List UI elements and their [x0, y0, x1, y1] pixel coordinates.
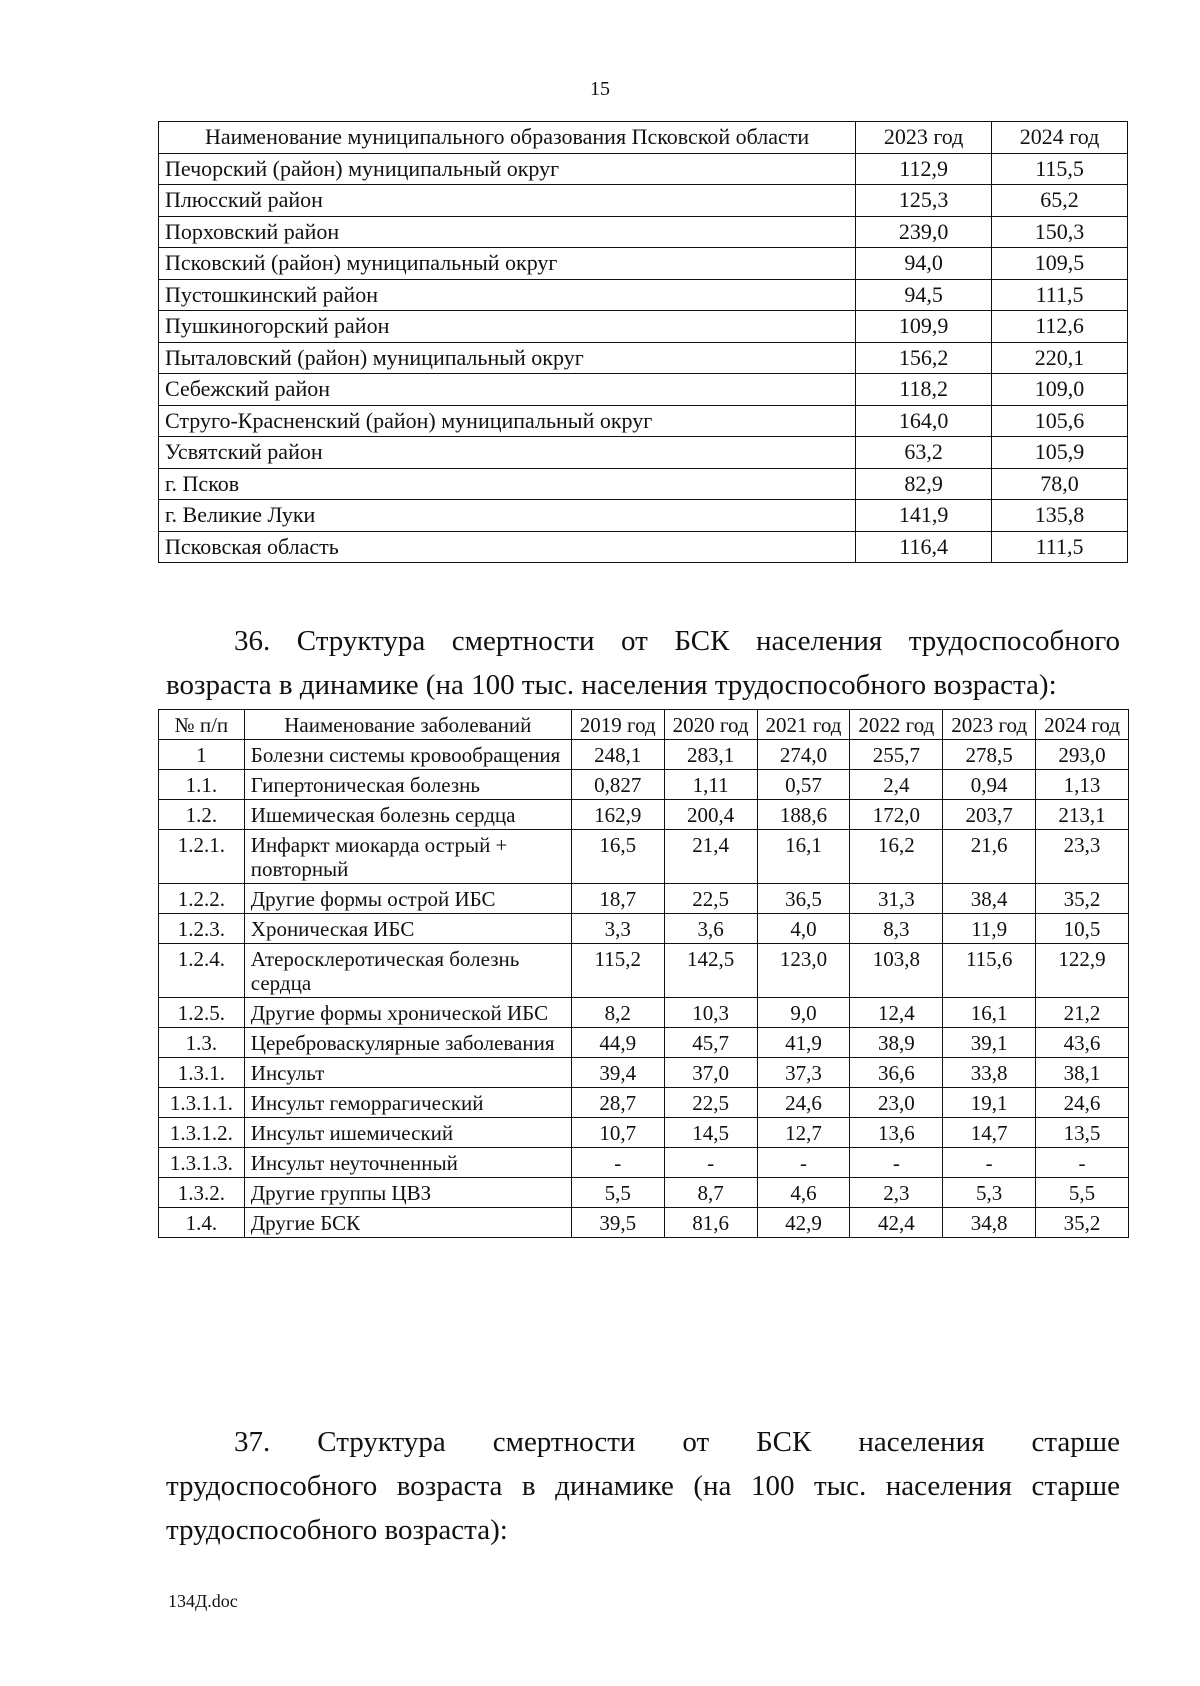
table-cell: 82,9 [856, 468, 992, 500]
table-cell: 2,3 [850, 1178, 943, 1208]
table-cell: 94,0 [856, 248, 992, 280]
table-row [159, 884, 1129, 914]
table-cell: 38,9 [850, 1028, 943, 1058]
table-cell: - [943, 1148, 1036, 1178]
table-cell: Ишемическая болезнь сердца [244, 800, 571, 830]
table-cell: 200,4 [664, 800, 757, 830]
table-cell: г. Псков [159, 468, 856, 500]
table-row [159, 1028, 1129, 1058]
table-cell: 5,3 [943, 1178, 1036, 1208]
table-cell: 116,4 [856, 531, 992, 563]
table-cell: 63,2 [856, 437, 992, 469]
table-row [159, 1058, 1129, 1088]
table-cell: 111,5 [992, 531, 1128, 563]
table-row [159, 770, 1129, 800]
table-cell: 278,5 [943, 740, 1036, 770]
table-cell: 213,1 [1036, 800, 1129, 830]
table-cell: 13,5 [1036, 1118, 1129, 1148]
table-cell: 115,2 [571, 944, 664, 998]
table-row [159, 153, 1128, 185]
table-cell: 35,2 [1036, 884, 1129, 914]
table-cell: - [571, 1148, 664, 1178]
table-cell: 141,9 [856, 500, 992, 532]
table-cell: 122,9 [1036, 944, 1129, 998]
table-cell: Печорский (район) муниципальный округ [159, 153, 856, 185]
table-cell: 1,13 [1036, 770, 1129, 800]
table-row [159, 531, 1128, 563]
table-cell: 78,0 [992, 468, 1128, 500]
table-header-row [159, 122, 1128, 154]
table-cell: 150,3 [992, 216, 1128, 248]
table-cell: 10,7 [571, 1118, 664, 1148]
column-header: 2022 год [850, 710, 943, 740]
page-number: 15 [590, 78, 610, 100]
table-cell: 8,2 [571, 998, 664, 1028]
table-cell: Усвятский район [159, 437, 856, 469]
table-cell: 22,5 [664, 884, 757, 914]
table-cell: 9,0 [757, 998, 850, 1028]
table-cell: 115,5 [992, 153, 1128, 185]
table-cell: 34,8 [943, 1208, 1036, 1238]
table-cell: Инсульт геморрагический [244, 1088, 571, 1118]
table-cell: 0,827 [571, 770, 664, 800]
table-cell: 33,8 [943, 1058, 1036, 1088]
heading-line: возраста в динамике (на 100 тыс. населения трудоспособного возраста): [166, 669, 1057, 701]
column-header: 2020 год [664, 710, 757, 740]
table-cell: Пустошкинский район [159, 279, 856, 311]
table-cell: 135,8 [992, 500, 1128, 532]
table-cell: Инсульт ишемический [244, 1118, 571, 1148]
table-cell: 1.2. [159, 800, 245, 830]
table-cell: Другие формы хронической ИБС [244, 998, 571, 1028]
table-cell: 156,2 [856, 342, 992, 374]
table-cell: 203,7 [943, 800, 1036, 830]
table-cell: 109,0 [992, 374, 1128, 406]
table-cell: 31,3 [850, 884, 943, 914]
column-header: Наименование муниципального образования Псковской области [159, 122, 856, 154]
table-cell: 42,4 [850, 1208, 943, 1238]
table-header-row [159, 710, 1129, 740]
table-cell: 3,3 [571, 914, 664, 944]
table-row [159, 944, 1129, 998]
table-cell: 0,94 [943, 770, 1036, 800]
table-cell: 239,0 [856, 216, 992, 248]
table-row [159, 437, 1128, 469]
table-cell: 172,0 [850, 800, 943, 830]
table-cell: 65,2 [992, 185, 1128, 217]
table-cell: 248,1 [571, 740, 664, 770]
table-cell: 1.3.1.2. [159, 1118, 245, 1148]
table-cell: 8,7 [664, 1178, 757, 1208]
table-cell: 39,1 [943, 1028, 1036, 1058]
table-cell: 5,5 [1036, 1178, 1129, 1208]
table-cell: 103,8 [850, 944, 943, 998]
heading-line: трудоспособного возраста): [166, 1514, 508, 1546]
table-cell: 36,5 [757, 884, 850, 914]
table-cell: Атеросклеротическая болезнь сердца [244, 944, 571, 998]
table-cell: 123,0 [757, 944, 850, 998]
table-cell: 16,1 [757, 830, 850, 884]
table-cell: - [1036, 1148, 1129, 1178]
table-cell: 23,0 [850, 1088, 943, 1118]
table-cell: Псковский (район) муниципальный округ [159, 248, 856, 280]
table-cell: 13,6 [850, 1118, 943, 1148]
table-cell: 162,9 [571, 800, 664, 830]
table-row [159, 248, 1128, 280]
heading-line: 36. Структура смертности от БСК населения трудоспособного [234, 625, 1120, 657]
table-cell: 21,2 [1036, 998, 1129, 1028]
table-cell: 36,6 [850, 1058, 943, 1088]
table-cell: Плюсский район [159, 185, 856, 217]
table-cell: 24,6 [757, 1088, 850, 1118]
table-cell: 43,6 [1036, 1028, 1129, 1058]
table-cell: 1 [159, 740, 245, 770]
table-cell: 42,9 [757, 1208, 850, 1238]
table-cell: 5,5 [571, 1178, 664, 1208]
table-cell: 118,2 [856, 374, 992, 406]
table-cell: 81,6 [664, 1208, 757, 1238]
table-cell: 142,5 [664, 944, 757, 998]
table-cell: 109,5 [992, 248, 1128, 280]
table-cell: 23,3 [1036, 830, 1129, 884]
table-row [159, 1178, 1129, 1208]
table-cell: 112,6 [992, 311, 1128, 343]
table-cell: 12,4 [850, 998, 943, 1028]
table-cell: 0,57 [757, 770, 850, 800]
table-cell: 1.3.1.1. [159, 1088, 245, 1118]
table-cell: 112,9 [856, 153, 992, 185]
table-row [159, 185, 1128, 217]
table-cell: Другие БСК [244, 1208, 571, 1238]
table-cell: 1.3.1. [159, 1058, 245, 1088]
section-37-heading [166, 1420, 1120, 1552]
table-cell: 39,4 [571, 1058, 664, 1088]
table-cell: 24,6 [1036, 1088, 1129, 1118]
column-header: 2024 год [992, 122, 1128, 154]
table-cell: 164,0 [856, 405, 992, 437]
table-row [159, 216, 1128, 248]
table-cell: Болезни системы кровообращения [244, 740, 571, 770]
table-row [159, 740, 1129, 770]
table-cell: Инфаркт миокарда острый + повторный [244, 830, 571, 884]
table-cell: Пыталовский (район) муниципальный округ [159, 342, 856, 374]
table-cell: 21,4 [664, 830, 757, 884]
table-cell: Хроническая ИБС [244, 914, 571, 944]
table-cell: 1.3. [159, 1028, 245, 1058]
municipal-table [158, 121, 1128, 563]
table-cell: 188,6 [757, 800, 850, 830]
table-cell: Инсульт неуточненный [244, 1148, 571, 1178]
column-header: № п/п [159, 710, 245, 740]
table-cell: Порховский район [159, 216, 856, 248]
table-cell: 19,1 [943, 1088, 1036, 1118]
table-row [159, 279, 1128, 311]
table-cell: Пушкиногорский район [159, 311, 856, 343]
column-header: 2024 год [1036, 710, 1129, 740]
table-cell: 21,6 [943, 830, 1036, 884]
table-cell: 10,5 [1036, 914, 1129, 944]
mortality-structure-table [158, 709, 1129, 1238]
section-36-heading [166, 619, 1120, 707]
table-cell: - [757, 1148, 850, 1178]
table-cell: Струго-Красненский (район) муниципальный округ [159, 405, 856, 437]
table-cell: Псковская область [159, 531, 856, 563]
table-cell: 11,9 [943, 914, 1036, 944]
table-cell: 293,0 [1036, 740, 1129, 770]
table-cell: 35,2 [1036, 1208, 1129, 1238]
table-cell: 14,5 [664, 1118, 757, 1148]
table-cell: 1.2.1. [159, 830, 245, 884]
table-row [159, 1088, 1129, 1118]
table-cell: 1.2.3. [159, 914, 245, 944]
table-cell: 1.3.1.3. [159, 1148, 245, 1178]
table-cell: 16,1 [943, 998, 1036, 1028]
table-cell: 125,3 [856, 185, 992, 217]
column-header: 2023 год [856, 122, 992, 154]
table-cell: 28,7 [571, 1088, 664, 1118]
table-cell: 1.4. [159, 1208, 245, 1238]
column-header: 2021 год [757, 710, 850, 740]
table-cell: 283,1 [664, 740, 757, 770]
table-cell: 10,3 [664, 998, 757, 1028]
table-cell: 105,6 [992, 405, 1128, 437]
table-cell: 2,4 [850, 770, 943, 800]
table-cell: 1.1. [159, 770, 245, 800]
table-cell: 18,7 [571, 884, 664, 914]
table-cell: 105,9 [992, 437, 1128, 469]
table-cell: 111,5 [992, 279, 1128, 311]
table-row [159, 405, 1128, 437]
table-cell: 220,1 [992, 342, 1128, 374]
table-row [159, 468, 1128, 500]
table-row [159, 914, 1129, 944]
table-row [159, 500, 1128, 532]
table-row [159, 800, 1129, 830]
column-header: 2019 год [571, 710, 664, 740]
table-cell: Себежский район [159, 374, 856, 406]
table-cell: Гипертоническая болезнь [244, 770, 571, 800]
table-cell: 1.2.4. [159, 944, 245, 998]
table-cell: 39,5 [571, 1208, 664, 1238]
table-row [159, 311, 1128, 343]
table-cell: - [850, 1148, 943, 1178]
table-cell: 1.2.2. [159, 884, 245, 914]
table-cell: 38,4 [943, 884, 1036, 914]
table-row [159, 1118, 1129, 1148]
table-row [159, 374, 1128, 406]
table-cell: 1.2.5. [159, 998, 245, 1028]
table-cell: 37,0 [664, 1058, 757, 1088]
table-cell: 255,7 [850, 740, 943, 770]
document-footer: 134Д.doc [168, 1591, 238, 1611]
table-cell: 115,6 [943, 944, 1036, 998]
table-cell: 1,11 [664, 770, 757, 800]
table-cell: 109,9 [856, 311, 992, 343]
table-row [159, 830, 1129, 884]
table-cell: 16,2 [850, 830, 943, 884]
table-cell: 8,3 [850, 914, 943, 944]
table-cell: - [664, 1148, 757, 1178]
column-header: 2023 год [943, 710, 1036, 740]
heading-line: 37. Структура смертности от БСК населения старше [234, 1426, 1120, 1458]
table-cell: 12,7 [757, 1118, 850, 1148]
table-cell: 14,7 [943, 1118, 1036, 1148]
table-cell: Другие группы ЦВЗ [244, 1178, 571, 1208]
table-cell: 4,0 [757, 914, 850, 944]
table-cell: 1.3.2. [159, 1178, 245, 1208]
table-cell: 94,5 [856, 279, 992, 311]
table-cell: 16,5 [571, 830, 664, 884]
table-cell: Другие формы острой ИБС [244, 884, 571, 914]
table-cell: 45,7 [664, 1028, 757, 1058]
table-cell: 22,5 [664, 1088, 757, 1118]
table-row [159, 998, 1129, 1028]
table-cell: 41,9 [757, 1028, 850, 1058]
table-row [159, 1208, 1129, 1238]
heading-line: трудоспособного возраста в динамике (на 100 тыс. населения старше [166, 1470, 1120, 1502]
table-cell: Инсульт [244, 1058, 571, 1088]
table-cell: 38,1 [1036, 1058, 1129, 1088]
table-cell: г. Великие Луки [159, 500, 856, 532]
table-row [159, 1148, 1129, 1178]
table-row [159, 342, 1128, 374]
table-cell: 4,6 [757, 1178, 850, 1208]
table-cell: Цереброваскулярные заболевания [244, 1028, 571, 1058]
table-cell: 3,6 [664, 914, 757, 944]
column-header: Наименование заболеваний [244, 710, 571, 740]
table-cell: 37,3 [757, 1058, 850, 1088]
table-cell: 44,9 [571, 1028, 664, 1058]
table-cell: 274,0 [757, 740, 850, 770]
